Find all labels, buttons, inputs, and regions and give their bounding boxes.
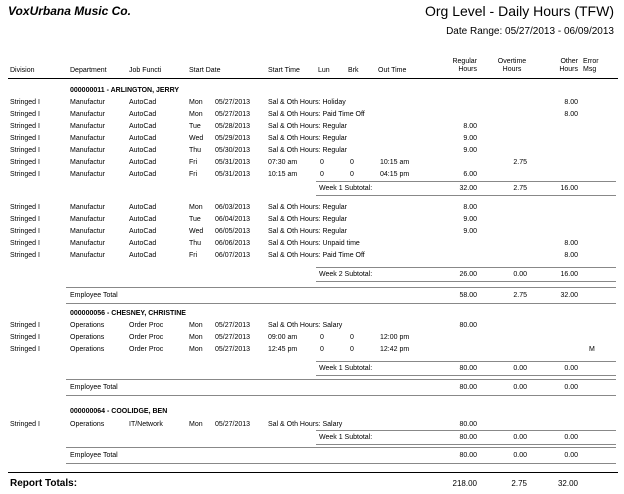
cell-department: Operations [70, 421, 105, 428]
cell-division: Stringed I [10, 216, 40, 223]
employee-header: 000000064 - COOLIDGE, BEN [70, 408, 168, 415]
cell-lun: 0 [320, 346, 324, 353]
cell-division: Stringed I [10, 421, 40, 428]
cell-division: Stringed I [10, 171, 40, 178]
subtotal-other: 0.00 [564, 365, 578, 372]
cell-day: Mon [189, 421, 203, 428]
cell-start-date: 06/03/2013 [215, 204, 251, 211]
employee-total-label: Employee Total [70, 452, 118, 459]
cell-job-function: IT/Network [129, 421, 163, 428]
employee-total-overtime: 0.00 [513, 452, 527, 459]
col-start-time: Start Time [268, 67, 300, 74]
cell-division: Stringed I [10, 346, 40, 353]
cell-job-function: Order Proc [129, 346, 164, 353]
cell-job-function: AutoCad [129, 204, 157, 211]
col-out-time: Out Time [378, 67, 407, 74]
cell-department: Operations [70, 334, 105, 341]
cell-out-time: 04:15 pm [380, 171, 410, 178]
col-error-line1: Error [583, 58, 599, 65]
subtotal-overtime: 0.00 [513, 365, 527, 372]
subtotal-label: Week 1 Subtotal: [319, 185, 373, 192]
cell-department: Manufactur [70, 111, 106, 118]
cell-other-hours: 8.00 [564, 111, 578, 118]
cell-start-date: 06/04/2013 [215, 216, 251, 223]
employee-total-label: Employee Total [70, 292, 118, 299]
cell-start-date: 05/29/2013 [215, 135, 251, 142]
subtotal-label: Week 2 Subtotal: [319, 271, 373, 278]
cell-division: Stringed I [10, 147, 40, 154]
company-name: VoxUrbana Music Co. [8, 4, 131, 18]
subtotal-other: 16.00 [560, 185, 578, 192]
subtotal-other: 0.00 [564, 434, 578, 441]
cell-start-date: 05/27/2013 [215, 322, 251, 329]
report-total-other: 32.00 [557, 479, 578, 488]
subtotal-rule-bottom [316, 444, 616, 445]
cell-start-time: Sal & Oth Hours: Regular [268, 147, 347, 154]
totals-rule [8, 472, 618, 473]
cell-division: Stringed I [10, 204, 40, 211]
cell-department: Manufactur [70, 135, 106, 142]
report-title: Org Level - Daily Hours (TFW) [424, 3, 614, 19]
cell-job-function: AutoCad [129, 240, 157, 247]
col-department: Department [70, 67, 107, 74]
subtotal-regular: 80.00 [459, 434, 477, 441]
cell-start-time: Sal & Oth Hours: Regular [268, 216, 347, 223]
employee-total-overtime: 0.00 [513, 384, 527, 391]
cell-day: Tue [189, 123, 201, 130]
cell-department: Manufactur [70, 204, 106, 211]
report-total-overtime: 2.75 [511, 479, 527, 488]
cell-start-date: 05/27/2013 [215, 334, 251, 341]
cell-out-time: 10:15 am [380, 159, 410, 166]
cell-division: Stringed I [10, 252, 40, 259]
cell-overtime-hours: 2.75 [513, 159, 527, 166]
cell-start-time: Sal & Oth Hours: Salary [268, 322, 343, 329]
cell-job-function: AutoCad [129, 99, 157, 106]
cell-start-date: 05/27/2013 [215, 111, 251, 118]
cell-regular-hours: 9.00 [463, 147, 477, 154]
cell-job-function: AutoCad [129, 252, 157, 259]
cell-job-function: AutoCad [129, 111, 157, 118]
cell-division: Stringed I [10, 322, 40, 329]
cell-out-time: 12:42 pm [380, 346, 410, 353]
employee-total-other: 0.00 [564, 452, 578, 459]
cell-department: Manufactur [70, 159, 106, 166]
subtotal-regular: 26.00 [459, 271, 477, 278]
cell-job-function: Order Proc [129, 334, 164, 341]
report-totals-label: Report Totals: [10, 478, 78, 489]
cell-day: Mon [189, 334, 203, 341]
employee-total-label: Employee Total [70, 384, 118, 391]
cell-division: Stringed I [10, 240, 40, 247]
cell-start-time: 07:30 am [268, 159, 298, 166]
cell-day: Wed [189, 228, 204, 235]
employee-total-other: 32.00 [560, 292, 578, 299]
subtotal-other: 16.00 [560, 271, 578, 278]
cell-division: Stringed I [10, 334, 40, 341]
cell-job-function: Order Proc [129, 322, 164, 329]
cell-day: Mon [189, 99, 203, 106]
cell-job-function: AutoCad [129, 159, 157, 166]
col-regular-line2: Hours [458, 66, 477, 73]
cell-day: Mon [189, 204, 203, 211]
cell-division: Stringed I [10, 123, 40, 130]
subtotal-overtime: 0.00 [513, 271, 527, 278]
employee-total-regular: 80.00 [459, 384, 477, 391]
cell-other-hours: 8.00 [564, 252, 578, 259]
col-lun: Lun [318, 67, 330, 74]
cell-department: Manufactur [70, 252, 106, 259]
cell-department: Manufactur [70, 228, 106, 235]
cell-day: Mon [189, 111, 203, 118]
subtotal-rule [316, 361, 616, 362]
col-overtime-line1: Overtime [497, 58, 527, 65]
cell-day: Wed [189, 135, 204, 142]
cell-department: Operations [70, 322, 105, 329]
cell-department: Manufactur [70, 123, 106, 130]
employee-total-overtime: 2.75 [513, 292, 527, 299]
col-other-line1: Other [560, 58, 578, 65]
cell-start-time: Sal & Oth Hours: Paid Time Off [268, 252, 365, 259]
cell-job-function: AutoCad [129, 147, 157, 154]
cell-start-time: Sal & Oth Hours: Regular [268, 228, 347, 235]
subtotal-rule-bottom [316, 281, 616, 282]
cell-department: Manufactur [70, 240, 106, 247]
cell-start-time: Sal & Oth Hours: Salary [268, 421, 343, 428]
subtotal-rule-bottom [316, 375, 616, 376]
cell-day: Fri [189, 252, 198, 259]
employee-total-other: 0.00 [564, 384, 578, 391]
cell-department: Operations [70, 346, 105, 353]
cell-job-function: AutoCad [129, 216, 157, 223]
cell-division: Stringed I [10, 111, 40, 118]
cell-start-time: Sal & Oth Hours: Unpaid time [268, 240, 360, 247]
employee-header: 000000011 - ARLINGTON, JERRY [70, 87, 180, 94]
col-brk: Brk [348, 67, 359, 74]
cell-start-date: 06/07/2013 [215, 252, 251, 259]
cell-other-hours: 8.00 [564, 240, 578, 247]
subtotal-regular: 32.00 [459, 185, 477, 192]
subtotal-regular: 80.00 [459, 365, 477, 372]
col-error [583, 58, 599, 74]
cell-start-date: 05/27/2013 [215, 99, 251, 106]
employee-total-rule-bottom [66, 463, 616, 464]
cell-start-time: Sal & Oth Hours: Holiday [268, 99, 346, 106]
col-start-date: Start Date [189, 67, 221, 74]
cell-department: Manufactur [70, 171, 106, 178]
cell-regular-hours: 8.00 [463, 123, 477, 130]
employee-total-rule-bottom [66, 395, 616, 396]
cell-start-date: 05/30/2013 [215, 147, 251, 154]
cell-brk: 0 [350, 346, 354, 353]
cell-division: Stringed I [10, 228, 40, 235]
cell-regular-hours: 80.00 [459, 322, 477, 329]
cell-start-time: 12:45 pm [268, 346, 298, 353]
employee-total-rule [66, 379, 616, 380]
cell-regular-hours: 6.00 [463, 171, 477, 178]
subtotal-rule [316, 267, 616, 268]
cell-regular-hours: 80.00 [459, 421, 477, 428]
cell-day: Fri [189, 171, 198, 178]
cell-start-date: 06/05/2013 [215, 228, 251, 235]
subtotal-label: Week 1 Subtotal: [319, 434, 373, 441]
cell-division: Stringed I [10, 159, 40, 166]
cell-regular-hours: 9.00 [463, 135, 477, 142]
cell-department: Manufactur [70, 147, 106, 154]
cell-brk: 0 [350, 159, 354, 166]
cell-regular-hours: 8.00 [463, 204, 477, 211]
col-job-function: Job Functi [129, 67, 162, 74]
cell-regular-hours: 9.00 [463, 228, 477, 235]
cell-division: Stringed I [10, 135, 40, 142]
cell-regular-hours: 9.00 [463, 216, 477, 223]
cell-start-time: 10:15 am [268, 171, 298, 178]
col-regular [437, 58, 477, 74]
col-division: Division [10, 67, 35, 74]
cell-day: Thu [189, 147, 202, 154]
cell-day: Thu [189, 240, 202, 247]
report-total-regular: 218.00 [452, 479, 477, 488]
employee-total-rule [66, 447, 616, 448]
col-other [546, 58, 578, 74]
cell-out-time: 12:00 pm [380, 334, 410, 341]
cell-start-time: Sal & Oth Hours: Regular [268, 123, 347, 130]
cell-start-date: 05/31/2013 [215, 171, 251, 178]
subtotal-overtime: 0.00 [513, 434, 527, 441]
col-regular-line1: Regular [452, 58, 477, 65]
header-rule [8, 78, 618, 79]
col-overtime-line2: Hours [502, 66, 522, 73]
cell-start-time: Sal & Oth Hours: Regular [268, 204, 347, 211]
subtotal-rule [316, 181, 616, 182]
cell-job-function: AutoCad [129, 171, 157, 178]
subtotal-rule-bottom [316, 195, 616, 196]
cell-department: Manufactur [70, 216, 106, 223]
cell-start-time: Sal & Oth Hours: Regular [268, 135, 347, 142]
cell-brk: 0 [350, 334, 354, 341]
cell-job-function: AutoCad [129, 228, 157, 235]
cell-start-date: 05/27/2013 [215, 346, 251, 353]
cell-start-date: 05/27/2013 [215, 421, 251, 428]
cell-error-msg: M [589, 346, 595, 353]
cell-brk: 0 [350, 171, 354, 178]
employee-total-rule [66, 287, 616, 288]
employee-total-regular: 80.00 [459, 452, 477, 459]
date-range: Date Range: 05/27/2013 - 06/09/2013 [446, 26, 614, 37]
cell-job-function: AutoCad [129, 123, 157, 130]
cell-start-date: 05/31/2013 [215, 159, 251, 166]
employee-header: 000000056 - CHESNEY, CHRISTINE [70, 310, 186, 317]
col-error-line2: Msg [583, 66, 597, 73]
employee-total-regular: 58.00 [459, 292, 477, 299]
employee-total-rule-bottom [66, 303, 616, 304]
cell-day: Mon [189, 346, 203, 353]
cell-lun: 0 [320, 171, 324, 178]
cell-lun: 0 [320, 159, 324, 166]
col-other-line2: Hours [559, 66, 578, 73]
subtotal-label: Week 1 Subtotal: [319, 365, 373, 372]
cell-start-date: 05/28/2013 [215, 123, 251, 130]
cell-start-time: Sal & Oth Hours: Paid Time Off [268, 111, 365, 118]
subtotal-overtime: 2.75 [513, 185, 527, 192]
cell-division: Stringed I [10, 99, 40, 106]
cell-day: Tue [189, 216, 201, 223]
cell-lun: 0 [320, 334, 324, 341]
col-overtime [490, 58, 534, 74]
cell-job-function: AutoCad [129, 135, 157, 142]
cell-day: Mon [189, 322, 203, 329]
subtotal-rule [316, 430, 616, 431]
cell-department: Manufactur [70, 99, 106, 106]
cell-start-date: 06/06/2013 [215, 240, 251, 247]
cell-day: Fri [189, 159, 198, 166]
cell-other-hours: 8.00 [564, 99, 578, 106]
cell-start-time: 09:00 am [268, 334, 298, 341]
